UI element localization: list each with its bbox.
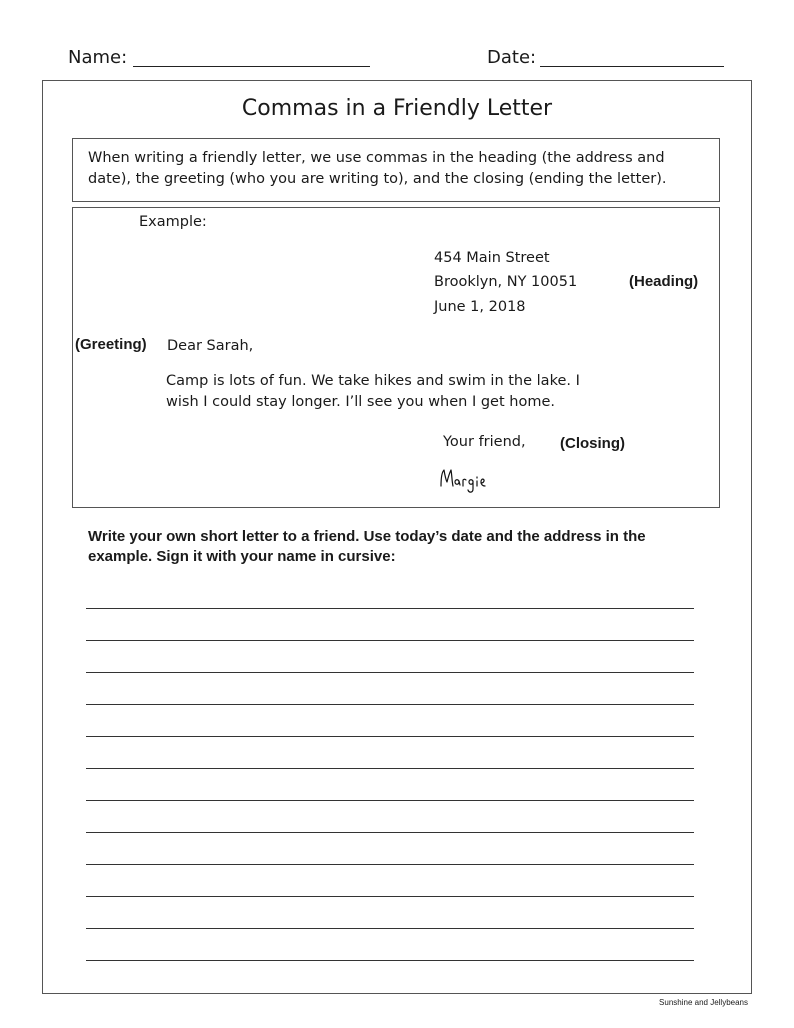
writing-line[interactable] — [86, 608, 694, 609]
name-label: Name: — [68, 47, 128, 68]
body-line-2: wish I could stay longer. I’ll see you when I get home. — [166, 394, 555, 410]
writing-line[interactable] — [86, 672, 694, 673]
instructions-line-1: Write your own short letter to a friend. Use today’s date and the address in the — [88, 528, 646, 545]
heading-tag: (Heading) — [629, 273, 699, 290]
example-label: Example: — [139, 214, 207, 230]
closing-tag: (Closing) — [560, 435, 625, 452]
writing-line[interactable] — [86, 928, 694, 929]
credit-text: Sunshine and Jellybeans — [659, 998, 748, 1007]
page-title: Commas in a Friendly Letter — [241, 96, 553, 121]
intro-line-1: When writing a friendly letter, we use commas in the heading (the address and — [88, 150, 665, 166]
address-line-1: 454 Main Street — [434, 250, 550, 266]
intro-line-2: date), the greeting (who you are writing to), and the closing (ending the letter). — [88, 171, 667, 187]
instructions-line-2: example. Sign it with your name in cursive: — [88, 548, 396, 565]
date-line[interactable] — [540, 66, 724, 67]
writing-line[interactable] — [86, 768, 694, 769]
letter-date: June 1, 2018 — [434, 299, 526, 315]
body-line-1: Camp is lots of fun. We take hikes and swim in the lake. I — [166, 373, 580, 389]
writing-line[interactable] — [86, 800, 694, 801]
date-label: Date: — [487, 47, 537, 68]
closing: Your friend, — [443, 434, 526, 450]
writing-line[interactable] — [86, 896, 694, 897]
name-line[interactable] — [133, 66, 370, 67]
address-line-2: Brooklyn, NY 10051 — [434, 274, 578, 290]
writing-line[interactable] — [86, 960, 694, 961]
instructions — [88, 527, 728, 567]
writing-line[interactable] — [86, 704, 694, 705]
writing-line[interactable] — [86, 736, 694, 737]
greeting-tag: (Greeting) — [75, 336, 147, 353]
writing-line[interactable] — [86, 832, 694, 833]
writing-line[interactable] — [86, 864, 694, 865]
intro-text — [88, 148, 708, 190]
example-box — [72, 207, 720, 508]
greeting: Dear Sarah, — [167, 338, 254, 354]
signature-drawing — [438, 462, 508, 496]
writing-line[interactable] — [86, 640, 694, 641]
